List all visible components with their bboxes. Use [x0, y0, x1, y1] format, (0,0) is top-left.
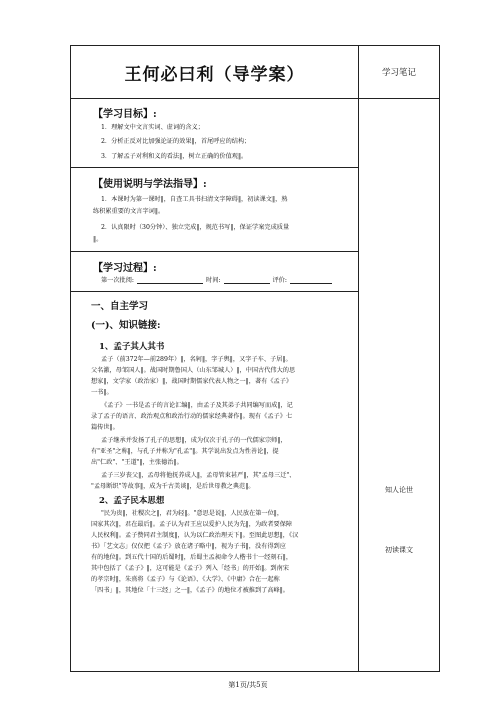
- thought-line: 有的地位‖。到五代十国的后蜀时‖，后蜀主孟昶命令人楷书十一经刻石‖，: [91, 554, 293, 561]
- thought-line: 书》「艺文志」仅仅把《孟子》放在诸子略中‖，视为子书‖，没有得到应: [91, 543, 286, 550]
- bio-line: 孟子（前372年—前289年）‖，名轲‖，字子舆‖，又字子车、子居‖。: [101, 356, 292, 363]
- self-study-heading: 一、自主学习: [91, 301, 149, 312]
- bio-line: 录了孟子的语言、政治观点和政治行动的儒家经典著作‖。现有《孟子》七: [91, 413, 293, 420]
- score-label: 评价:: [272, 277, 287, 284]
- thought-line: 「四书」‖，其地位「十三经」之一‖，《孟子》的地位才被推到了高峰‖。: [91, 587, 289, 594]
- side-note-context: 知人论世: [385, 486, 413, 494]
- usage-line: 练积累重要的文言字词‖。: [93, 208, 165, 215]
- people-thought-heading: 2、孟子民本思想: [99, 496, 165, 506]
- study-table: [70, 45, 440, 672]
- thought-line: 国家其次‖，君在最后‖。孟子认为君王应以爱护人民为先‖，为政者要保障: [91, 521, 293, 528]
- notes-label: 学习笔记: [381, 68, 416, 78]
- page-number: 第1页/共5页: [228, 681, 268, 689]
- review-label: 第一次批阅:: [101, 277, 135, 284]
- divider: [71, 291, 358, 292]
- time-label: 时间:: [206, 277, 221, 284]
- bio-line: 孟子继承并发扬了孔子的思想‖，成为仅次于孔子的一代儒家宗师‖，: [101, 437, 287, 444]
- usage-line: 2．认真限时（30分钟）、独立完成‖，规范书写‖，保证学案完成质量: [101, 224, 290, 231]
- bio-line: 有"亚圣"之称‖，与孔子并称为"孔孟"‖。其学说出发点为性善论‖，提: [91, 448, 279, 455]
- notes-header-cell: [359, 46, 439, 99]
- bio-line: 篇传世‖。: [91, 424, 119, 431]
- thought-line: 其中包括了《孟子》‖，这可能是《孟子》列入「经书」的开始‖。到南宋: [91, 565, 289, 572]
- bio-line: 想家‖，文学家（政治家）‖，战国时期儒家代表人物之一‖，著有《孟子》: [91, 378, 293, 385]
- divider: [71, 167, 358, 168]
- bio-line: 一书‖。: [91, 389, 113, 396]
- mencius-bio-heading: 1、孟子其人其书: [99, 342, 165, 352]
- thought-line: 人民权利‖。孟子赞同君主制度‖，认为以仁政治理天下‖。至图此思想‖，《汉: [91, 532, 299, 539]
- usage-heading: 【使用说明与学法指导】:: [93, 179, 207, 190]
- time-blank[interactable]: [224, 275, 270, 284]
- bio-line: "孟母断织"等故事‖，成为千古美谈‖，是后世母教之典范‖。: [91, 483, 255, 490]
- bio-line: 出"仁政"、"王道"‖，主张德治‖。: [91, 459, 183, 466]
- goal-item: 3．了解孟子对利和义的看法‖，树立正确的价值观‖。: [101, 153, 248, 160]
- divider: [71, 251, 358, 252]
- score-blank[interactable]: [290, 275, 332, 284]
- review-blank[interactable]: [137, 275, 203, 284]
- page-title: 王何必曰利（导学案）: [124, 64, 305, 85]
- side-note-first-reading: 初读课文: [385, 546, 413, 554]
- goal-item: 2．分析正反对比加强论证的效果‖，首尾呼应的结构；: [101, 138, 251, 145]
- notes-column: [359, 99, 439, 671]
- usage-line: ‖。: [93, 236, 103, 243]
- title-cell: [71, 46, 359, 99]
- bio-line: 《孟子》一书是孟子的言论汇编‖，由孟子及其弟子共同编写而成‖，记: [101, 402, 293, 409]
- main-column: [71, 99, 359, 671]
- review-row: [101, 275, 335, 284]
- goal-item: 1．理解文中文言实词、虚词的含义；: [101, 124, 204, 131]
- goals-heading: 【学习目标】:: [93, 109, 157, 120]
- process-heading: 【学习过程】:: [93, 263, 157, 274]
- bio-line: 孟子三岁丧父‖，孟母将他抚养成人‖，孟母管束甚严‖，其"孟母三迁"、: [101, 472, 296, 479]
- usage-line: 1．本课时为第一课时‖，自查工具书扫清文字障碍‖，初读课文‖，熟: [101, 196, 288, 203]
- knowledge-link-heading: (一)、知识链接:: [91, 320, 161, 331]
- thought-line: 的孝宗时‖，朱熹将《孟子》与《论语》、《大学》、《中庸》合在一起称: [91, 576, 280, 583]
- thought-line: "民为贵‖，社稷次之‖，君为轻‖。"意思是说‖，人民放在第一位‖，: [101, 510, 284, 517]
- bio-line: 父名激，母邹国人‖。战国时期鲁国人（山东邹城人）‖，中国古代伟大的思: [91, 367, 296, 374]
